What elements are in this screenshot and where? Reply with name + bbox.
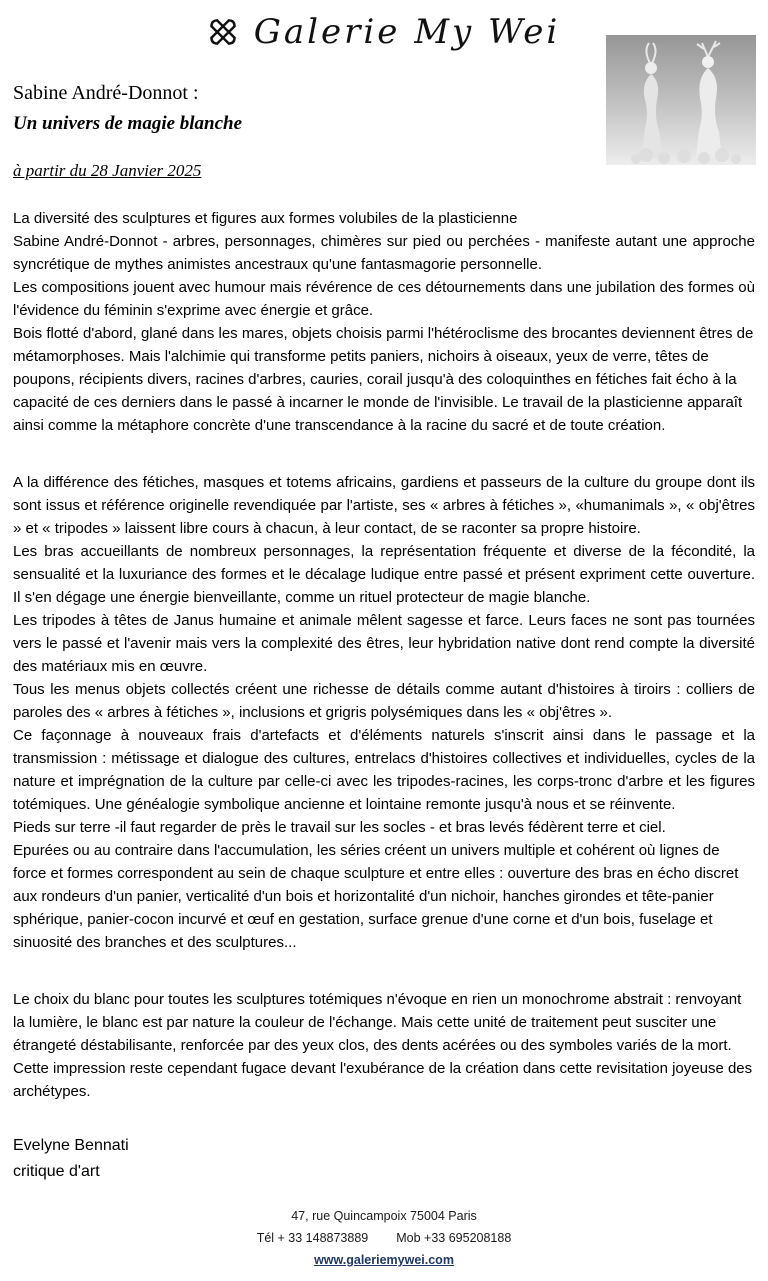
sculpture-image [606, 35, 756, 165]
paragraph: Bois flotté d'abord, glané dans les mares, objets choisis parmi l'hétéroclisme des brocantes deviennent êtres de métamorphoses. Mais l'alchimie qui transforme petits paniers, nichoirs à oiseaux, yeux de verre, têtes de poupons, récipients divers, racines d'arbres, cauries, corail jusqu'à des coloquinthes en fétiches fait écho à la capacité de ces derniers dans le passé à incarner le monde de l'invisible. Le travail de la plasticienne apparaît ainsi comme la métaphore concrète d'une transcendance à la racine du sacré et de toute création. [13, 325, 754, 434]
gallery-name: Galerie My Wei [253, 12, 561, 52]
author-name: Evelyne Bennati [13, 1137, 129, 1154]
paragraph: La diversité des sculptures et figures aux formes volubiles de la plasticienne [13, 210, 518, 227]
paragraph: Pieds sur terre -il faut regarder de près le travail sur les socles - et bras levés fédèrent terre et ciel. [13, 819, 666, 836]
body-sections [13, 207, 755, 1103]
paragraph: Les tripodes à têtes de Janus humaine et animale mêlent sagesse et farce. Leurs faces ne sont pas tournées vers le passé et l'avenir mais vers la complexité des êtres, leur hybridation native dont rend compte la diversité des matériaux mis en œuvre. [13, 612, 755, 675]
text-section [13, 988, 755, 1103]
paragraph: A la différence des fétiches, masques et totems africains, gardiens et passeurs de la culture du groupe dont ils sont issus et référence originelle revendiquée par l'artiste, ses « arbres à fétiches », «humanimals », « obj'êtres » et « tripodes » laissent libre cours à chacun, à leur contact, de se raconter sa propre histoire. [13, 474, 755, 537]
paragraph: Les bras accueillants de nombreux personnages, la représentation fréquente et diverse de la fécondité, la sensualité et la luxuriance des formes et le décalage ludique entre passé et présent expriment cette ouverture. Il s'en dégage une énergie bienveillante, comme un rituel protecteur de magie blanche. [13, 543, 755, 606]
signature-block [13, 1133, 755, 1185]
paragraph: Sabine André-Donnot - arbres, personnages, chimères sur pied ou perchées - manifeste autant une approche syncrétique de mythes animistes ancestraux qu'une fantasmagorie personnelle. [13, 233, 755, 273]
title-block [13, 82, 573, 181]
paragraph: Ce façonnage à nouveaux frais d'artefacts et d'éléments naturels s'inscrit ainsi dans le passage et la transmission : métissage et dialogue des cultures, entrelacs d'histoires collectives et individuelles, cycles de la nature et imprégnation de la culture par celle-ci avec les tripodes-racines, les corps-tronc d'arbre et les figures totémiques. Une généalogie symbolique ancienne et lointaine remonte jusqu'à nous et se réinvente. [13, 727, 755, 813]
footer [13, 1205, 755, 1271]
endless-knot-icon [208, 17, 238, 47]
artwork-photo [606, 35, 756, 165]
exhibition-date: à partir du 28 Janvier 2025 [13, 161, 202, 180]
paragraph: Le choix du blanc pour toutes les sculptures totémiques n'évoque en rien un monochrome abstrait : renvoyant la lumière, le blanc est par nature la couleur de l'échange. Mais cette unité de traitement peut susciter une étrangeté déstabilisante, renforcée par des yeux clos, des dents acérées ou des symboles variés de la mort. Cette impression reste cependant fugace devant l'exubérance de la création dans cette revisitation joyeuse des archétypes. [13, 991, 753, 1100]
website-link[interactable]: www.galeriemywei.com [314, 1253, 454, 1267]
footer-phones [13, 1227, 755, 1249]
exhibition-title: Un univers de magie blanche [13, 113, 243, 134]
paragraph: Tous les menus objets collectés créent une richesse de détails comme autant d'histoires à tiroirs : colliers de paroles des « arbres à fétiches », inclusions et grigris polysémiques dans les « obj'êtres ». [13, 681, 755, 721]
artist-name: Sabine André-Donnot : [13, 82, 199, 104]
author-role: critique d'art [13, 1163, 100, 1180]
footer-mob: Mob +33 695208188 [396, 1231, 512, 1245]
paragraph: Epurées ou au contraire dans l'accumulation, les séries créent un univers multiple et cohérent où lignes de force et formes correspondent au sein de chaque sculpture et entre elles : ouverture des bras en écho discret aux rondeurs d'un panier, verticalité d'un bois et horizontalité d'un nichoir, hanches girondes et tête-panier sphérique, panier-cocon incurvé et œuf en gestation, surface grenue d'une corne et d'un bois, fuselage et sinuosité des branches et des sculptures... [13, 842, 739, 951]
footer-address: 47, rue Quincampoix 75004 Paris [291, 1209, 477, 1223]
text-section [13, 207, 755, 437]
footer-tel: Tél + 33 148873889 [256, 1231, 369, 1245]
paragraph: Les compositions jouent avec humour mais révérence de ces détournements dans une jubilation des formes où l'évidence du féminin s'exprime avec énergie et grâce. [13, 279, 755, 319]
text-section [13, 471, 755, 954]
